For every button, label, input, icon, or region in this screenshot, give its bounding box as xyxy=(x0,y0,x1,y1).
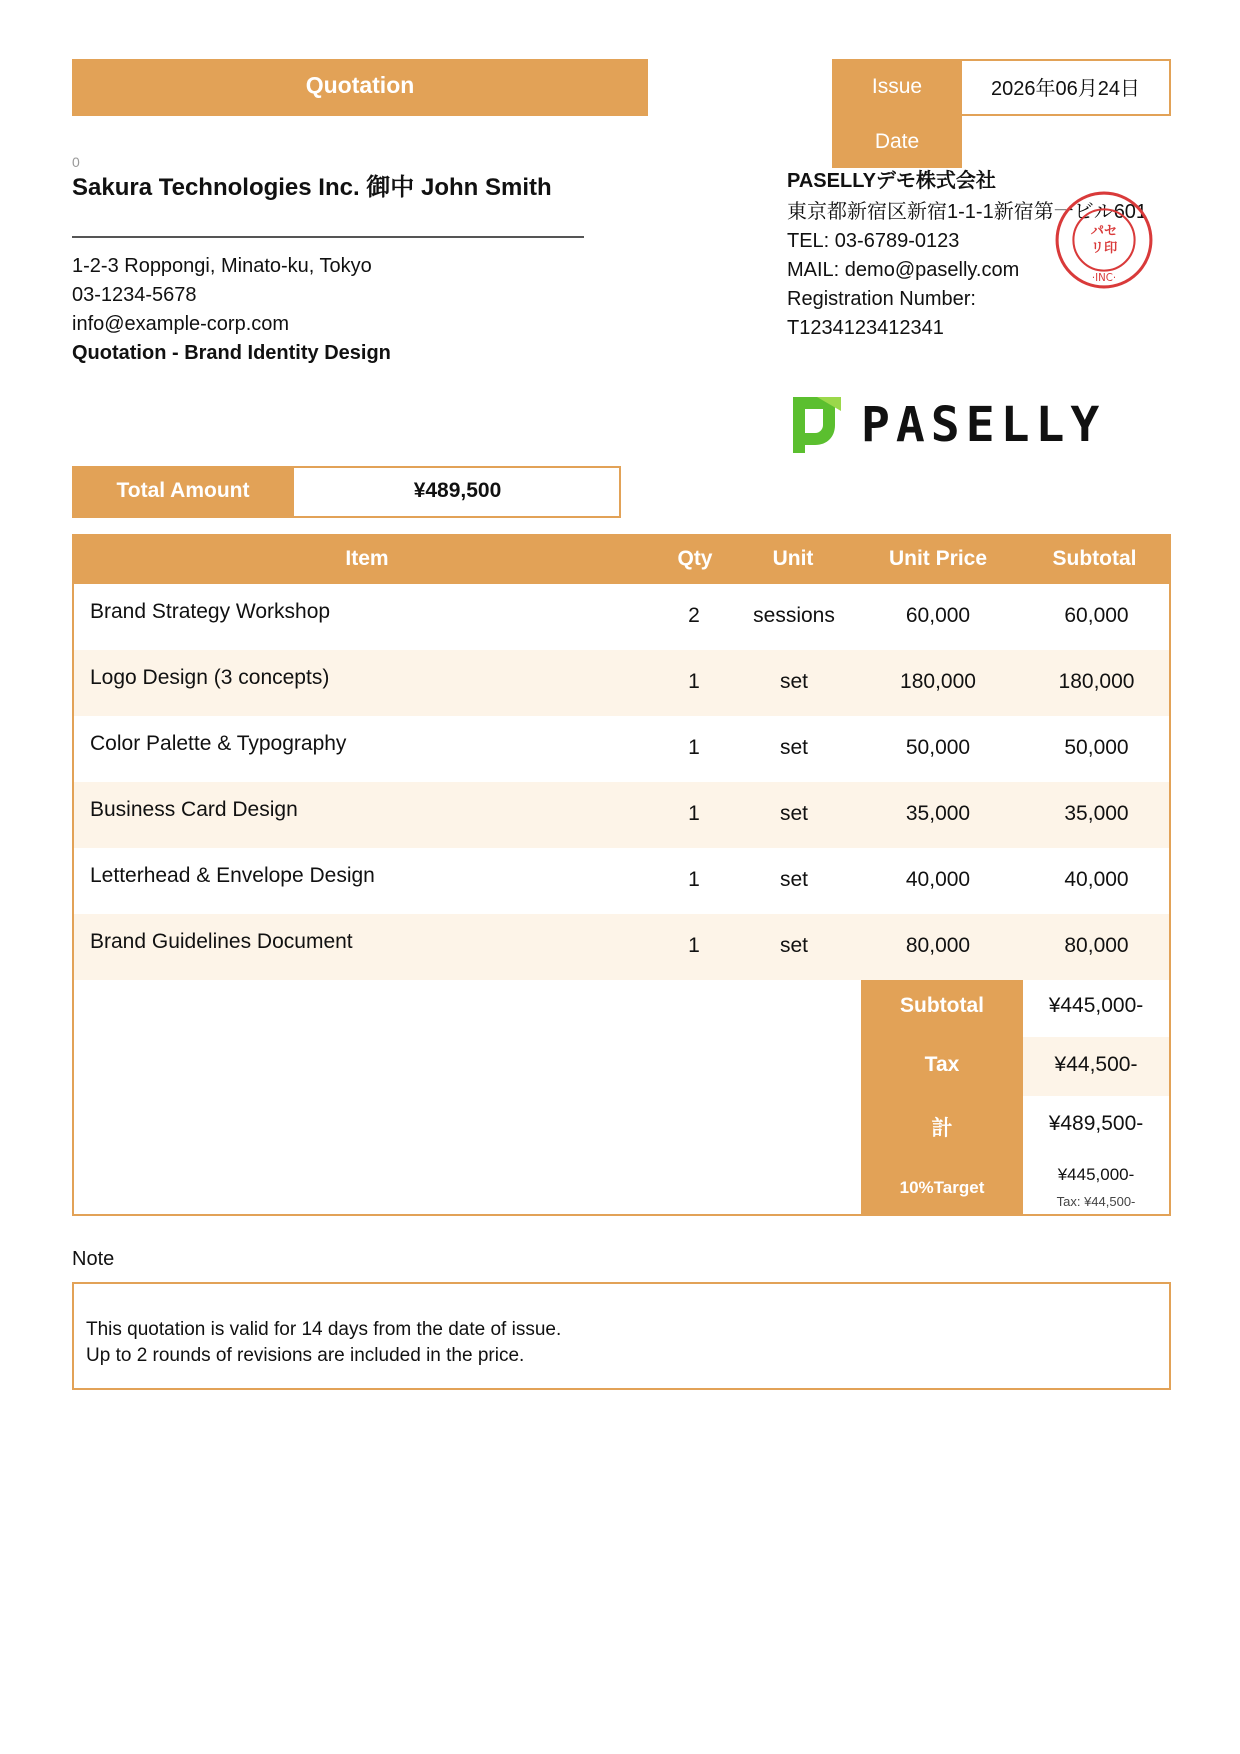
cell-unit: set xyxy=(779,802,808,825)
note-line-2: Up to 2 rounds of revisions are included in the price. xyxy=(86,1345,525,1366)
company-seal-icon xyxy=(1053,189,1155,291)
note-line-1: This quotation is valid for 14 days from the date of issue. xyxy=(86,1319,562,1340)
cell-unit-price: 60,000 xyxy=(905,604,971,627)
cell-unit: set xyxy=(779,934,808,957)
document-title: Quotation xyxy=(72,59,648,116)
header-unit: Unit xyxy=(772,547,814,570)
cell-qty: 1 xyxy=(688,670,700,693)
svg-text:パセ: パセ xyxy=(1090,223,1118,239)
quotation-subject: Quotation - Brand Identity Design xyxy=(72,342,391,364)
table-row xyxy=(74,716,1169,782)
cell-unit-price: 180,000 xyxy=(900,670,976,693)
table-row xyxy=(74,584,1169,650)
company-address: 東京都新宿区新宿1-1-1新宿第一ビル601 xyxy=(787,201,1148,223)
cell-subtotal: 40,000 xyxy=(1064,868,1129,891)
client-address: 1-2-3 Roppongi, Minato-ku, Tokyo xyxy=(72,255,372,277)
summary-total-label: 計 xyxy=(931,1117,953,1140)
company-mail: MAIL: demo@paselly.com xyxy=(787,259,1020,281)
table-row xyxy=(74,914,1169,980)
cell-qty: 1 xyxy=(688,934,700,957)
cell-unit-price: 35,000 xyxy=(905,802,971,825)
cell-subtotal: 50,000 xyxy=(1064,736,1129,759)
summary-target-value: ¥445,000- xyxy=(1057,1165,1135,1184)
header-subtotal: Subtotal xyxy=(1052,547,1137,570)
cell-qty: 1 xyxy=(688,802,700,825)
cell-subtotal: 80,000 xyxy=(1064,934,1129,957)
client-name: Sakura Technologies Inc. 御中 John Smith xyxy=(72,174,552,201)
note-text xyxy=(86,1317,561,1369)
total-amount-value: ¥489,500 xyxy=(413,479,502,502)
paselly-logo xyxy=(787,391,1122,453)
client-info xyxy=(72,252,391,368)
summary-tax-value: ¥44,500- xyxy=(1054,1053,1138,1076)
svg-text:·INC·: ·INC· xyxy=(1091,272,1117,284)
registration-number: T1234123412341 xyxy=(787,317,944,339)
summary-target-label: 10%Target xyxy=(899,1178,985,1197)
client-divider xyxy=(72,236,584,238)
cell-qty: 1 xyxy=(688,736,700,759)
table-row xyxy=(74,782,1169,848)
client-email: info@example-corp.com xyxy=(72,313,290,335)
cell-qty: 1 xyxy=(688,868,700,891)
cell-unit-price: 50,000 xyxy=(905,736,971,759)
cell-unit: set xyxy=(779,868,808,891)
issue-label-line1: Issue xyxy=(871,75,923,98)
cell-unit: set xyxy=(779,670,808,693)
cell-item: Brand Strategy Workshop xyxy=(90,600,331,623)
issue-label-line2: Date xyxy=(874,130,920,153)
cell-item: Letterhead & Envelope Design xyxy=(90,864,375,887)
table-row xyxy=(74,848,1169,914)
items-table-header xyxy=(72,534,1171,584)
issue-date-value: 2026年06月24日 xyxy=(991,78,1140,100)
company-tel: TEL: 03-6789-0123 xyxy=(787,230,960,252)
svg-text:リ印: リ印 xyxy=(1090,241,1118,257)
cell-item: Logo Design (3 concepts) xyxy=(90,666,330,689)
cell-qty: 2 xyxy=(688,604,700,627)
summary-subtotal-label: Subtotal xyxy=(900,994,984,1017)
registration-label: Registration Number: xyxy=(787,288,976,310)
cell-item: Business Card Design xyxy=(90,798,298,821)
note-label: Note xyxy=(72,1248,115,1270)
cell-unit-price: 40,000 xyxy=(905,868,971,891)
summary-total-value: ¥489,500- xyxy=(1048,1112,1144,1135)
company-name: PASELLYデモ株式会社 xyxy=(787,170,996,192)
client-phone: 03-1234-5678 xyxy=(72,284,197,306)
cell-subtotal: 60,000 xyxy=(1064,604,1129,627)
svg-text:PASELLY: PASELLY xyxy=(861,397,1106,453)
cell-unit: set xyxy=(779,736,808,759)
summary-target-tax: Tax: ¥44,500- xyxy=(1056,1194,1136,1209)
client-index: 0 xyxy=(72,154,80,170)
cell-item: Color Palette & Typography xyxy=(90,732,347,755)
cell-subtotal: 35,000 xyxy=(1064,802,1129,825)
cell-subtotal: 180,000 xyxy=(1058,670,1135,693)
header-item: Item xyxy=(345,547,389,570)
cell-item: Brand Guidelines Document xyxy=(90,930,353,953)
issue-date-label xyxy=(832,59,962,168)
summary-subtotal-value: ¥445,000- xyxy=(1048,994,1144,1017)
cell-unit: sessions xyxy=(753,604,835,627)
summary-tax-label: Tax xyxy=(924,1053,960,1076)
total-amount-label: Total Amount xyxy=(72,466,294,518)
header-qty: Qty xyxy=(677,547,713,570)
cell-unit-price: 80,000 xyxy=(905,934,971,957)
header-unit-price: Unit Price xyxy=(888,547,988,570)
table-row xyxy=(74,650,1169,716)
